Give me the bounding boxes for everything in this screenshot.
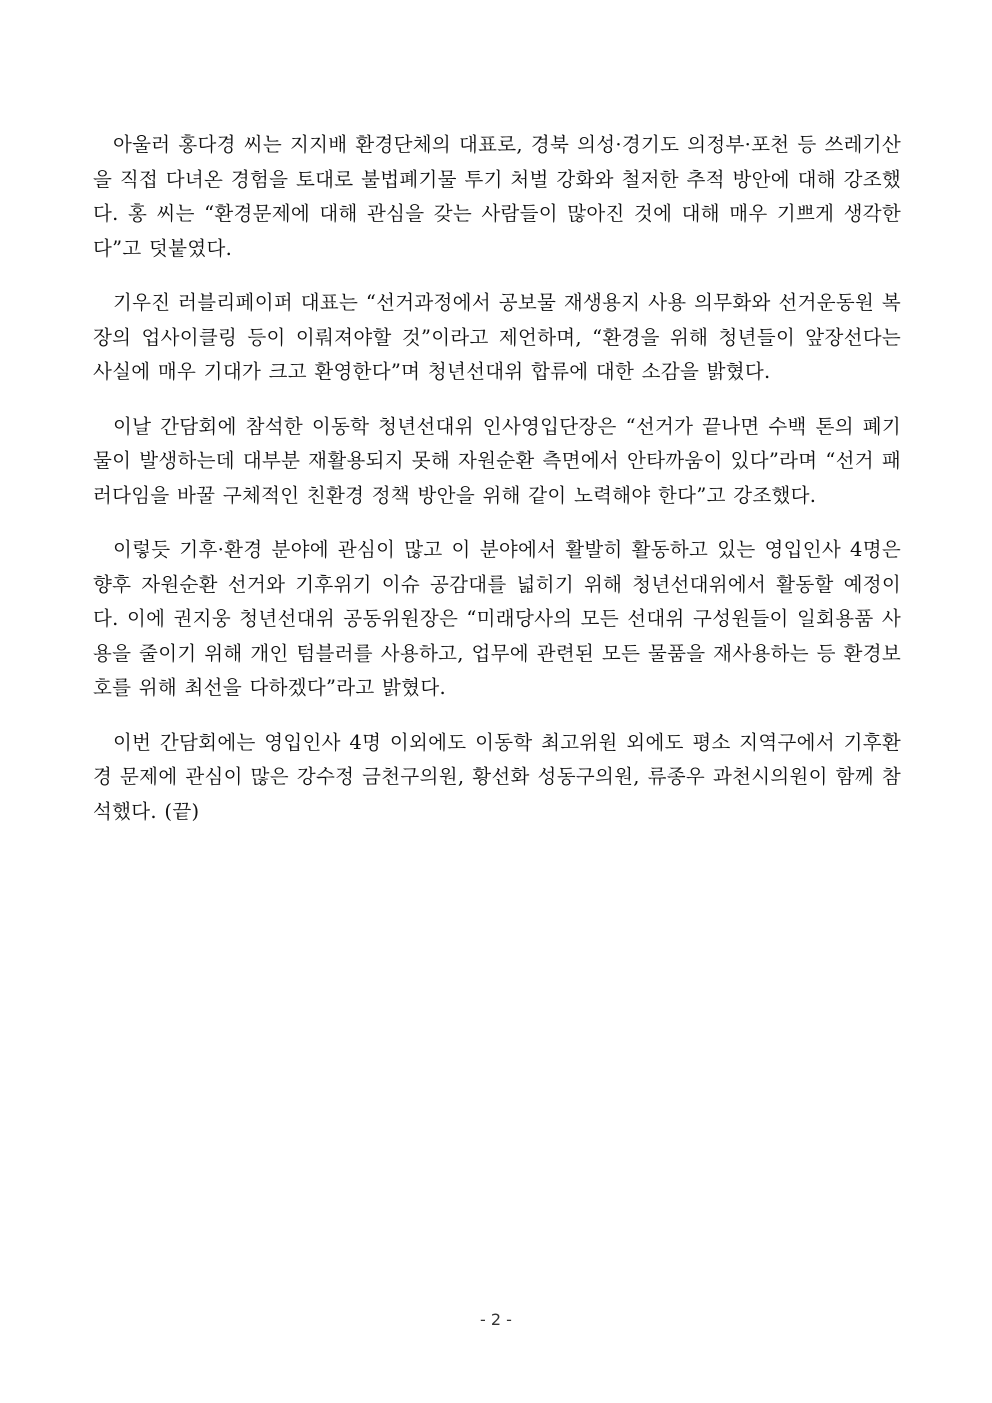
paragraph-4: 이렇듯 기후·환경 분야에 관심이 많고 이 분야에서 활발히 활동하고 있는 영입인사 4명은 향후 자원순환 선거와 기후위기 이슈 공감대를 넓히기 위해 청년선대위에서 활동할 예정이다. 이에 권지웅 청년선대위 공동위원장은 “미래당사의 모든 선대위 구성원들이 일회용품 사용을 줄이기 위해 개인 텀블러를 사용하고, 업무에 관련된 모든 물품을 재사용하는 등 환경보호를 위해 최선을 다하겠다”라고 밝혔다. [93, 538, 901, 699]
paragraph-3: 이날 간담회에 참석한 이동학 청년선대위 인사영입단장은 “선거가 끝나면 수백 톤의 폐기물이 발생하는데 대부분 재활용되지 못해 자원순환 측면에서 안타까움이 있다”라며 “선거 패러다임을 바꿀 구체적인 친환경 정책 방안을 위해 같이 노력해야 한다”고 강조했다. [93, 414, 901, 507]
body-text [93, 128, 901, 849]
paragraph-1: 아울러 홍다경 씨는 지지배 환경단체의 대표로, 경북 의성·경기도 의정부·포천 등 쓰레기산을 직접 다녀온 경험을 토대로 불법폐기물 투기 처벌 강화와 철저한 추적 방안에 대해 강조했다. 홍 씨는 “환경문제에 대해 관심을 갖는 사람들이 많아진 것에 대해 매우 기쁘게 생각한다”고 덧붙였다. [93, 133, 901, 260]
page-number: - 2 - [480, 1310, 512, 1329]
paragraph-5: 이번 간담회에는 영입인사 4명 이외에도 이동학 최고위원 외에도 평소 지역구에서 기후환경 문제에 관심이 많은 강수정 금천구의원, 황선화 성동구의원, 류종우 과천시의원이 함께 참석했다. (끝) [93, 730, 901, 823]
paragraph-2: 기우진 러블리페이퍼 대표는 “선거과정에서 공보물 재생용지 사용 의무화와 선거운동원 복장의 업사이클링 등이 이뤄져야할 것”이라고 제언하며, “환경을 위해 청년들이 앞장선다는 사실에 매우 기대가 크고 환영한다”며 청년선대위 합류에 대한 소감을 밝혔다. [93, 291, 901, 383]
